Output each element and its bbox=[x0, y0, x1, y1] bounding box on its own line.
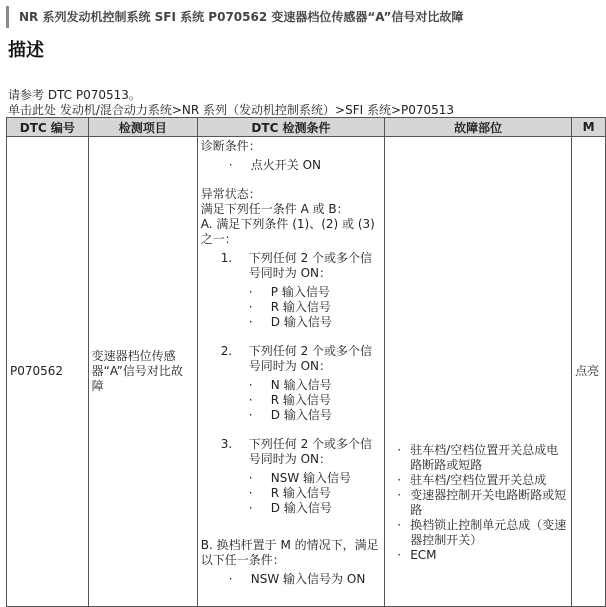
condition-b: B. 换档杆置于 M 的情况下，满足以下任一条件： bbox=[200, 538, 379, 567]
fault-item: · 驻车档/空档位置开关总成电路断路或短路 bbox=[388, 443, 568, 473]
abnormal-any: 满足下列任一条件 A 或 B： bbox=[200, 202, 349, 216]
signal-item: · N 输入信号 bbox=[201, 378, 381, 393]
fault-item: · 变速器控制开关电路断路或短路 bbox=[397, 488, 567, 517]
signal-item: · D 输入信号 bbox=[201, 501, 381, 516]
signal-item: · D 输入信号 bbox=[201, 408, 381, 423]
signal-item: · D 输入信号 bbox=[201, 315, 381, 330]
condition-b-item: · NSW 输入信号为 ON bbox=[201, 572, 381, 587]
header-mil: M bbox=[572, 118, 606, 137]
fault-item: · 驻车档/空档位置开关总成 bbox=[397, 473, 547, 487]
abnormal-label: 异常状态： bbox=[200, 187, 261, 201]
header-detection-item: 检测项目 bbox=[88, 118, 197, 137]
sub-condition-number: 2. bbox=[220, 344, 233, 358]
signal-item: · R 输入信号 bbox=[201, 300, 381, 315]
sub-condition-1 bbox=[201, 251, 381, 281]
signal-item: · NSW 输入信号 bbox=[201, 471, 381, 486]
condition-a: A. 满足下列条件 (1)、(2) 或 (3) 之一： bbox=[200, 217, 375, 246]
section-title: 描述 bbox=[8, 40, 44, 61]
diag-label: 诊断条件： bbox=[200, 139, 261, 153]
header-trouble-area: 故障部位 bbox=[385, 118, 572, 137]
sub-condition-text: 下列任何 2 个或多个信号同时为 ON： bbox=[248, 437, 373, 466]
fault-item: · ECM bbox=[397, 548, 437, 562]
reference-link[interactable]: 单击此处 发动机/混合动力系统>NR 系列（发动机控制系统）>SFI 系统>P070513 bbox=[8, 103, 455, 117]
sub-condition-2 bbox=[201, 344, 381, 374]
table-row bbox=[7, 137, 606, 607]
dtc-table bbox=[6, 117, 606, 607]
fault-item: · 换档锁止控制单元总成（变速器控制开关） bbox=[397, 518, 567, 547]
trouble-area-cell bbox=[385, 137, 572, 607]
dtc-code-cell: P070562 bbox=[7, 137, 89, 607]
signal-item: · R 输入信号 bbox=[201, 393, 381, 408]
sub-condition-text: 下列任何 2 个或多个信号同时为 ON： bbox=[248, 344, 373, 373]
fault-item-text: 驻车档/空档位置开关总成电路断路或短路 bbox=[410, 443, 559, 472]
signal-item: · R 输入信号 bbox=[201, 486, 381, 501]
detection-item-cell: 变速器档位传感器“A”信号对比故障 bbox=[88, 137, 197, 607]
mil-cell: 点亮 bbox=[572, 137, 606, 607]
fault-item-text: 变速器控制开关电路断路或短路 bbox=[410, 488, 567, 517]
detection-condition-cell bbox=[197, 137, 384, 607]
header-detection-condition: DTC 检测条件 bbox=[197, 118, 384, 137]
fault-item-text: 驻车档/空档位置开关总成 bbox=[410, 473, 547, 487]
sub-condition-3 bbox=[201, 437, 381, 467]
sub-condition-number: 3. bbox=[220, 437, 233, 451]
fault-item-text: ECM bbox=[410, 548, 437, 562]
header-dtc-code: DTC 编号 bbox=[7, 118, 89, 137]
diag-item: · 点火开关 ON bbox=[201, 158, 381, 173]
reference-text: 请参考 DTC P070513。 bbox=[8, 88, 141, 102]
table-header-row bbox=[7, 118, 606, 137]
fault-item-text: 换档锁止控制单元总成（变速器控制开关） bbox=[410, 518, 567, 547]
signal-item: · P 输入信号 bbox=[201, 285, 381, 300]
sub-condition-text: 下列任何 2 个或多个信号同时为 ON： bbox=[248, 251, 373, 280]
page-header-title: NR 系列发动机控制系统 SFI 系统 P070562 变速器档位传感器“A”信号对比故障 bbox=[6, 6, 600, 28]
sub-condition-number: 1. bbox=[220, 251, 233, 265]
